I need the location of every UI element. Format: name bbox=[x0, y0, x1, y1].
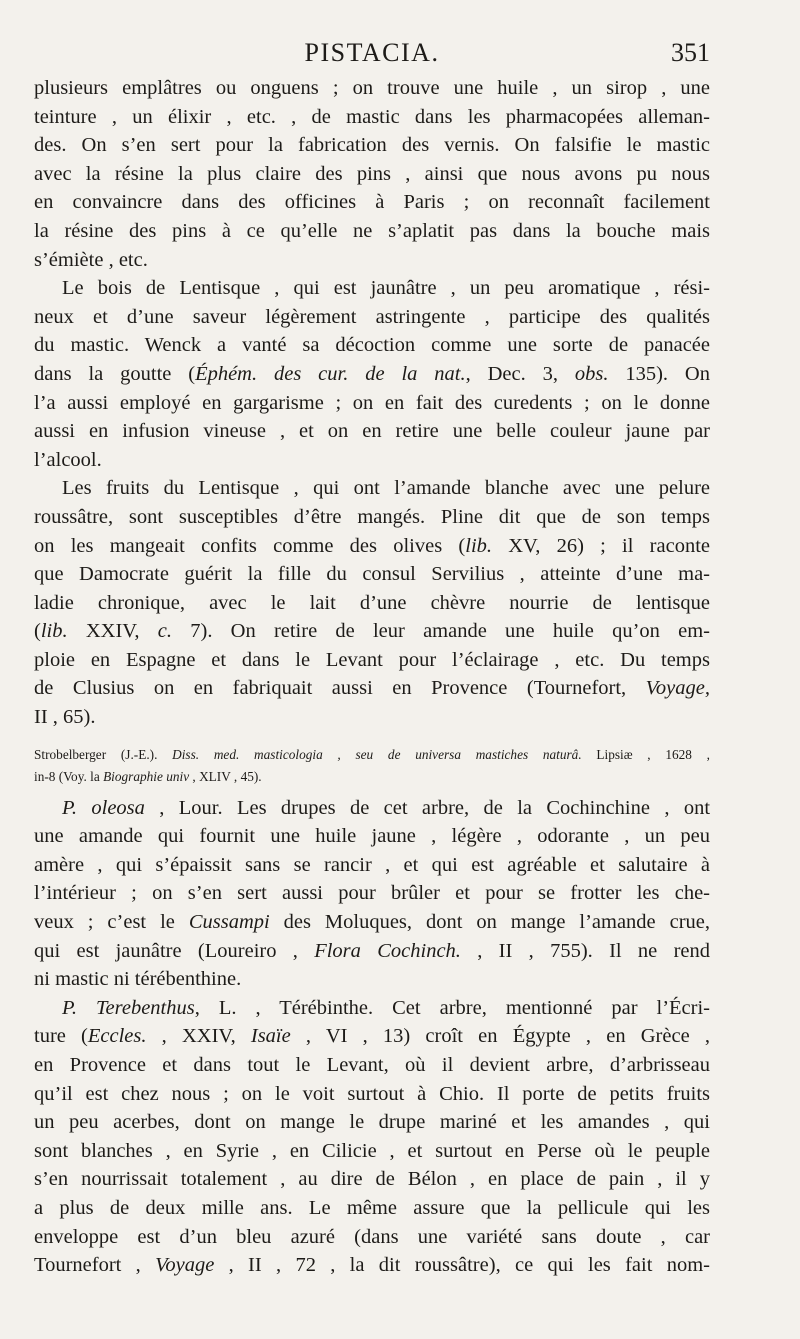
text-line: une amande qui fournit une huile jaune , légère , odorante , un peu bbox=[34, 825, 710, 848]
text-line: a plus de deux mille ans. Le même assure que la pellicule qui les bbox=[34, 1196, 710, 1219]
citation-italic: Éphém. des cur. de la nat. bbox=[195, 362, 466, 385]
text-line: aussi en infusion vineuse , et on en retire une belle couleur jaune par bbox=[34, 420, 710, 443]
citation-italic: obs. bbox=[574, 362, 609, 385]
species-name: oleosa bbox=[91, 796, 145, 819]
text-line: on les mangeait confits comme des olives (lib. XV, 26) ; il raconte bbox=[34, 534, 710, 557]
text-line: P. oleosa , Lour. Les drupes de cet arbre, de la Cochinchine , ont bbox=[62, 796, 710, 819]
footnote-italic: Biographie univ bbox=[103, 768, 190, 784]
text-line: roussâtre, sont susceptibles d’être mangés. Pline dit que de son temps bbox=[34, 505, 710, 528]
text-line: sont blanches , en Syrie , en Cilicie , et surtout en Perse où le peuple bbox=[34, 1139, 710, 1162]
text-line: qui est jaunâtre (Loureiro , Flora Cochinch. , II , 755). Il ne rend bbox=[34, 939, 710, 962]
text-line: la résine des pins à ce qu’elle ne s’aplatit pas dans la bouche mais bbox=[34, 219, 710, 242]
text-line: de Clusius on en fabriquait aussi en Provence (Tournefort, Voyage, bbox=[34, 677, 710, 700]
species-abbrev: P. bbox=[62, 796, 78, 819]
plant-name-italic: Cussampi bbox=[188, 911, 270, 934]
text-line: (lib. XXIV, c. 7). On retire de leur amande une huile qu’on em- bbox=[34, 620, 710, 643]
text-line: Tournefort , Voyage , II , 72 , la dit roussâtre), ce qui les fait nom- bbox=[34, 1254, 710, 1277]
running-title: PISTACIA. bbox=[304, 38, 440, 67]
text-line: en convaincre dans des officines à Paris ; on reconnaît facilement bbox=[34, 191, 710, 214]
text-line: amère , qui s’épaissit sans se rancir , et qui est agréable et salutaire à bbox=[34, 853, 710, 876]
text-line: neux et d’une saveur légèrement astringente , participe des qualités bbox=[34, 305, 710, 328]
species-abbrev: P. bbox=[62, 996, 78, 1019]
citation-italic: lib. bbox=[465, 534, 493, 557]
text-line: du mastic. Wenck a vanté sa décoction comme une sorte de panacée bbox=[34, 334, 710, 357]
text-line: ni mastic ni térébenthine. bbox=[34, 968, 242, 991]
text-line: veux ; c’est le Cussampi des Moluques, dont on mange l’amande crue, bbox=[34, 911, 710, 934]
text-line: enveloppe est d’un bleu azuré (dans une variété sans doute , car bbox=[34, 1225, 710, 1248]
text-line: ladie chronique, avec le lait d’une chèvre nourrie de lentisque bbox=[34, 591, 710, 614]
text-line: II , 65). bbox=[34, 706, 96, 729]
text-line: ture (Eccles. , XXIV, Isaïe , VI , 13) croît en Égypte , en Grèce , bbox=[34, 1025, 710, 1048]
citation-italic: Voyage bbox=[155, 1254, 215, 1277]
text-line: dans la goutte (Éphém. des cur. de la nat., Dec. 3, obs. 135). On bbox=[34, 362, 710, 385]
page-header bbox=[34, 38, 710, 72]
text-line: teinture , un élixir , etc. , de mastic dans les pharmacopées alleman- bbox=[34, 105, 710, 128]
text-line: l’intérieur ; on s’en sert aussi pour brûler et pour se frotter les che- bbox=[34, 882, 710, 905]
page-body bbox=[34, 74, 710, 1280]
citation-italic: lib. bbox=[40, 620, 68, 643]
citation-italic: Voyage, bbox=[645, 677, 710, 700]
species-name: Terebenthus bbox=[96, 996, 195, 1019]
text-line: ploie en Espagne et dans le Levant pour l’éclairage , etc. Du temps bbox=[34, 648, 710, 671]
text-line: l’alcool. bbox=[34, 448, 102, 471]
text-line: P. Terebenthus, L. , Térébinthe. Cet arbre, mentionné par l’Écri- bbox=[62, 996, 710, 1019]
citation-italic: c. bbox=[157, 620, 173, 643]
text-line: Les fruits du Lentisque , qui ont l’amande blanche avec une pelure bbox=[62, 477, 710, 500]
text-line: plusieurs emplâtres ou onguens ; on trouve une huile , un sirop , une bbox=[34, 77, 710, 99]
text-line: l’a aussi employé en gargarisme ; on en fait des curedents ; on le donne bbox=[34, 391, 710, 414]
text-line: avec la résine la plus claire des pins , ainsi que nous avons pu nous bbox=[34, 162, 710, 185]
citation-italic: Eccles. bbox=[87, 1025, 147, 1048]
page-number: 351 bbox=[671, 38, 710, 67]
citation-italic: Flora Cochinch. bbox=[314, 939, 461, 962]
text-line: qu’il est chez nous ; on le voit surtout à Chio. Il porte de petits fruits bbox=[34, 1082, 710, 1105]
text-line: s’en nourrissait totalement , au dire de Bélon , en place de pain , il y bbox=[34, 1168, 710, 1191]
text-line: s’émiète , etc. bbox=[34, 248, 148, 271]
text-line: des. On s’en sert pour la fabrication des vernis. On falsifie le mastic bbox=[34, 134, 710, 157]
footnote-italic: Diss. med. masticologia , seu de universa mastiches naturâ. bbox=[172, 746, 582, 762]
text-line: un peu acerbes, dont on mange le drupe mariné et les amandes , qui bbox=[34, 1111, 710, 1134]
footnote-line: Strobelberger (J.-E.). Diss. med. masticologia , seu de universa mastiches naturâ. Lipsiæ , 1628 , bbox=[34, 746, 710, 762]
citation-italic: Isaïe bbox=[250, 1025, 291, 1048]
text-line: Le bois de Lentisque , qui est jaunâtre , un peu aromatique , rési- bbox=[62, 277, 710, 300]
text-line: que Damocrate guérit la fille du consul Servilius , atteinte d’une ma- bbox=[34, 563, 710, 586]
text-line: en Provence et dans tout le Levant, où il devient arbre, d’arbrisseau bbox=[34, 1054, 710, 1076]
footnote-line: in-8 (Voy. la Biographie univ , XLIV , 45). bbox=[34, 768, 262, 784]
